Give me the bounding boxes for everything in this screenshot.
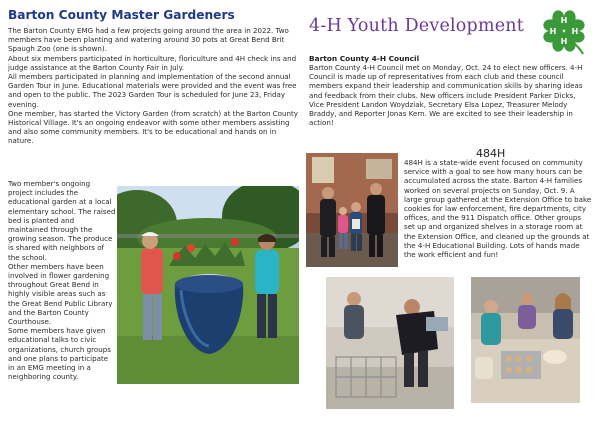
baking-cookies-photo-art — [471, 277, 580, 403]
4h-clover-logo — [539, 6, 589, 56]
clover-leaf-letter: H — [549, 27, 557, 36]
clover-leaf-letter: H — [571, 27, 579, 36]
paragraph: Other members have been involved in flower gardening throughout Great Bend in highly visible areas such as the Great Bend Public Library and the Barton County Courthouse. — [8, 261, 113, 327]
storage-room-photo-art — [326, 277, 454, 409]
paragraph: The Barton County EMG had a few projects going around the area in 2022. Two members have been planting and watering around 30 pots at Great Bend Brit Spaugh Zoo (one is shown). — [8, 26, 289, 54]
paragraph: One member, has started the Victory Garden (from scratch) at the Barton County Historical Village. It's an ongoing endeavor with some other members assisting and also some community members. It's to be educational and hands on in nature. — [8, 108, 298, 146]
council-body: Barton County 4-H Council met on Monday, Oct. 24 to elect new officers. 4-H Council is made up of representatives from each club and these council members expand their leadership and communication skills by sharing ideas and feedback from their clubs. New officers include President Parker Dicks, Vice President Landon Woydziak, Secretary Elsa Lopez, Treasurer Melody Braddy, and Reporter Jonas Kern. We are excited to see their leadership in action! — [309, 63, 583, 128]
4h-officers-photo — [306, 153, 398, 267]
council-heading: Barton County 4-H Council — [309, 54, 420, 63]
storage-room-photo — [326, 277, 454, 409]
master-gardeners-narrow-body — [8, 179, 116, 381]
garden-planter-photo-art — [117, 186, 299, 384]
paragraph: Two member's ongoing project includes the educational garden at a local elementary school. The raised bed is planted and maintained through the growing season. The produce is shared with neighbors of the school. — [8, 179, 116, 262]
paragraph: Some members have given educational talks to civic organizations, church groups and one plans to participate in an EMG meeting in a neighboring county. — [8, 326, 111, 382]
youth-development-title: 4-H Youth Development — [309, 16, 524, 36]
master-gardeners-body — [8, 26, 300, 146]
484h-heading: 484H — [476, 147, 506, 160]
484h-body: 484H is a state-wide event focused on community service with a goal to see how many hours can be accumulated across the state. Barton 4-H families worked on several projects on Sunday, Oct. 9. A large group gathered at the Extension Office to bake cookies for law enforcement, fire departments, city offices, and the 911 Dispatch office. Other groups set up and organized shelves in a storage room at the Extension Office, and cleaned up the grounds at the 4-H Educational Building. Lots of hands made the work efficient and fun! — [404, 158, 592, 260]
paragraph: About six members participated in horticulture, floriculture and 4H check ins and judge assistance at the Barton County Fair in July. — [8, 53, 297, 72]
master-gardeners-title: Barton County Master Gardeners — [8, 8, 235, 22]
clover-leaf-letter: H — [560, 37, 568, 46]
baking-cookies-photo — [471, 277, 580, 403]
clover-icon — [539, 6, 589, 56]
4h-officers-photo-art — [306, 153, 398, 267]
clover-leaf-letter: H — [560, 16, 568, 25]
paragraph: All members participated in planning and implementation of the second annual Garden Tour in June. Educational materials were provided and the event was free and open to the public. The 2023 Garden Tour is scheduled for June 23, Friday evening. — [8, 72, 297, 109]
garden-planter-photo — [117, 186, 299, 384]
